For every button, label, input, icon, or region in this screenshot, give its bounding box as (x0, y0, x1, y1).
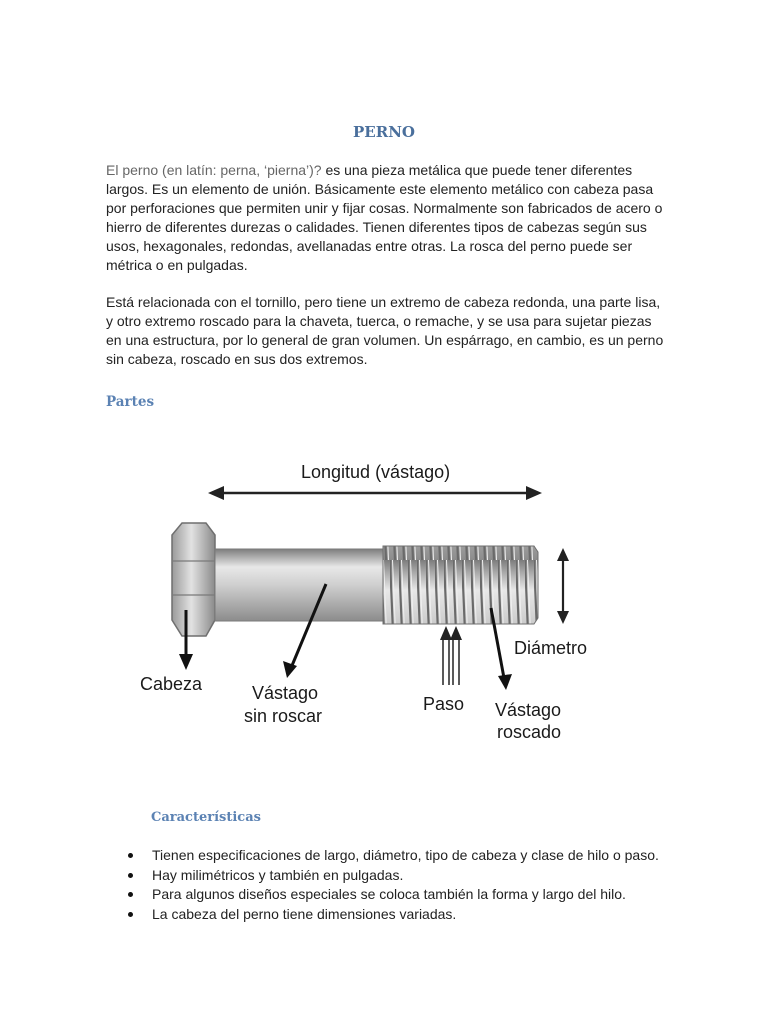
diameter-label: Diámetro (514, 638, 588, 658)
features-list (128, 846, 688, 924)
threaded-label-line1: Vástago (495, 700, 562, 720)
list-item: Tienen especificaciones de largo, diámetro, tipo de cabeza y clase de hilo o paso. (128, 846, 688, 866)
bullet-icon (128, 912, 133, 917)
bolt-diagram (120, 440, 620, 760)
bolt-head (172, 523, 215, 636)
list-item: Para algunos diseños especiales se coloca también la forma y largo del hilo. (128, 885, 688, 905)
shank-label-line2: sin roscar (244, 706, 323, 726)
bullet-icon (128, 853, 133, 858)
plain-shank (215, 549, 383, 621)
diameter-arrow (557, 548, 569, 624)
threaded-label-line2: roscado (497, 722, 562, 742)
intro-text: es una pieza metálica que puede tener diferentes largos. Es un elemento de unión. Básicamente este elemento metálico con cabeza pasa por perforaciones que permiten unir y fijar cosas. Normalmente son fabricados de acero o hierro de diferentes durezas o calidades. Tienen diferentes tipos de cabezas según sus usos, hexagonales, redondas, avellanadas entre otras. La rosca del perno puede ser métrica o en pulgadas. (106, 162, 663, 273)
length-label: Longitud (vástago) (301, 462, 451, 482)
page-title: PERNO (353, 123, 415, 141)
parts-heading: Partes (106, 394, 155, 410)
length-arrow (208, 486, 542, 500)
list-item: La cabeza del perno tiene dimensiones variadas. (128, 905, 688, 925)
shank-label-line1: Vástago (252, 683, 319, 703)
threaded-shank (383, 546, 538, 624)
bullet-icon (128, 873, 133, 878)
features-heading: Características (151, 810, 261, 825)
intro-paragraph (106, 161, 666, 275)
pitch-label: Paso (423, 694, 465, 714)
latin-note: El perno (en latín: perna, ‘pierna’)? (106, 162, 322, 178)
pitch-arrows (440, 626, 462, 685)
bullet-icon (128, 892, 133, 897)
list-item: Hay milimétricos y también en pulgadas. (128, 866, 688, 886)
second-paragraph: Está relacionada con el tornillo, pero tiene un extremo de cabeza redonda, una parte lisa, y otro extremo roscado para la chaveta, tuerca, o remache, y se usa para sujetar piezas en una estructura, por lo general de gran volumen. Un espárrago, en cambio, es un perno sin cabeza, roscado en sus dos extremos. (106, 294, 664, 367)
head-label: Cabeza (140, 674, 203, 694)
